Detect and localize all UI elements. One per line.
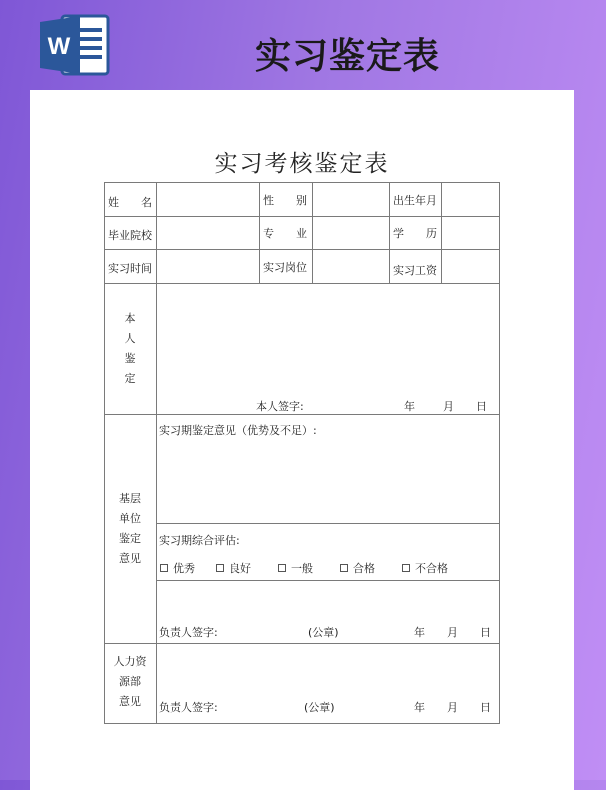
label-gender: 性 别 — [263, 194, 307, 207]
option-qualified[interactable]: 合格 — [340, 560, 375, 576]
label-name: 姓 名 — [108, 196, 152, 209]
checkbox-icon — [278, 564, 286, 572]
unit-seal-label: (公章) — [308, 626, 339, 639]
appraisal-form — [104, 182, 500, 723]
word-icon — [40, 14, 110, 76]
banner-title: 实习鉴定表 — [255, 36, 441, 77]
self-year-label: 年 — [404, 400, 415, 413]
checkbox-icon — [216, 564, 224, 572]
label-internship-post: 实习岗位 — [263, 261, 307, 274]
self-appraisal-label: 本 人 鉴 定 — [124, 312, 136, 385]
opinion-prompt: 实习期鉴定意见（优势及不足）: — [159, 424, 317, 437]
unit-day-label: 日 — [480, 626, 491, 639]
option-excellent[interactable]: 优秀 — [160, 560, 195, 576]
document-page — [30, 90, 574, 790]
checkbox-icon — [160, 564, 168, 572]
hr-signature-label: 负责人签字: — [159, 701, 218, 714]
option-good[interactable]: 良好 — [216, 560, 251, 576]
self-day-label: 日 — [476, 400, 487, 413]
label-birth-date: 出生年月 — [393, 194, 437, 207]
self-month-label: 月 — [443, 400, 454, 413]
label-major: 专 业 — [263, 227, 307, 240]
unit-signature-label: 负责人签字: — [159, 626, 218, 639]
hr-day-label: 日 — [480, 701, 491, 714]
unit-year-label: 年 — [414, 626, 425, 639]
hr-opinion-label: 人力资 源部 意见 — [113, 655, 147, 708]
option-average[interactable]: 一般 — [278, 560, 313, 576]
label-school: 毕业院校 — [108, 229, 152, 242]
option-unqualified[interactable]: 不合格 — [402, 560, 448, 576]
label-education: 学 历 — [393, 227, 437, 240]
self-signature-label: 本人签字: — [256, 400, 304, 413]
label-internship-salary: 实习工资 — [393, 264, 437, 277]
evaluation-prompt: 实习期综合评估: — [159, 534, 240, 547]
document-title: 实习考核鉴定表 — [214, 151, 390, 177]
word-icon-letter: W — [47, 33, 71, 60]
checkbox-icon — [402, 564, 410, 572]
hr-month-label: 月 — [447, 701, 458, 714]
unit-opinion-label: 基层 单位 鉴定 意见 — [119, 492, 141, 565]
hr-year-label: 年 — [414, 701, 425, 714]
label-internship-period: 实习时间 — [108, 262, 152, 275]
hr-seal-label: (公章) — [304, 701, 335, 714]
checkbox-icon — [340, 564, 348, 572]
unit-month-label: 月 — [447, 626, 458, 639]
